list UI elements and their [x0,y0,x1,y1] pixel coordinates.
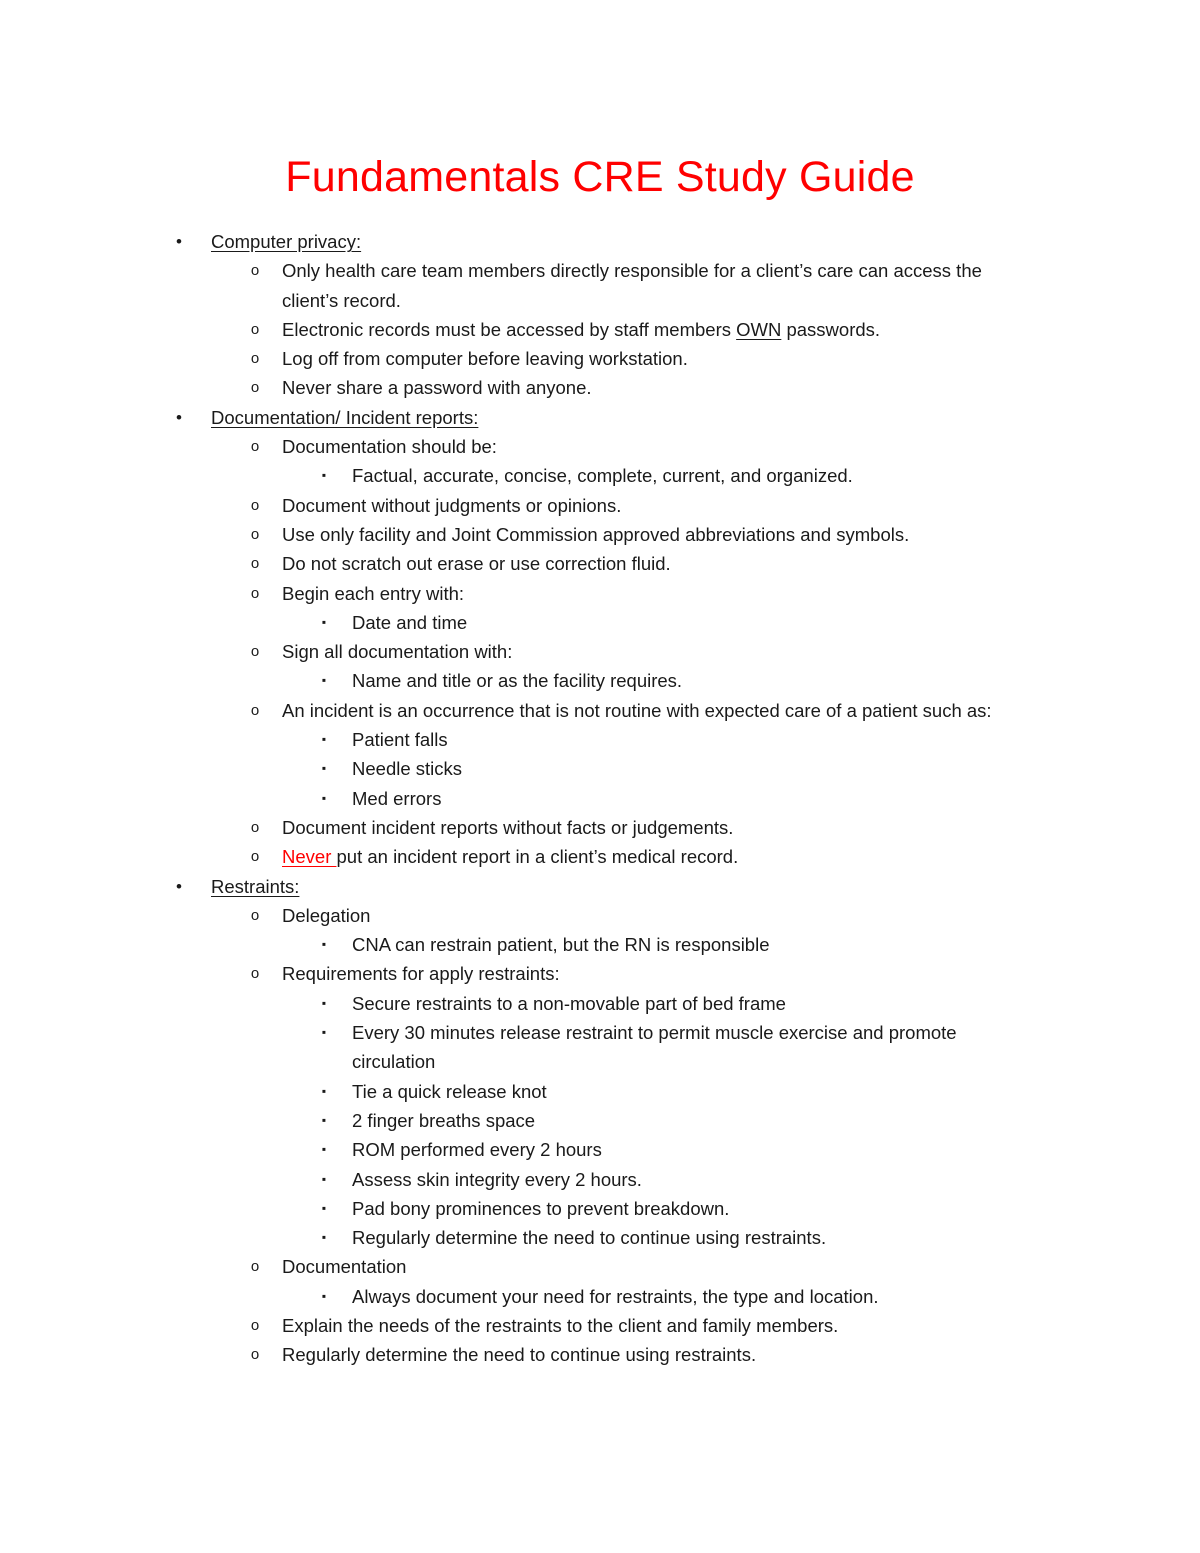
list-item-text: Only health care team members directly responsible for a client’s care can access the client’s record. [282,260,982,311]
circle-marker: o [250,643,260,661]
sub-list-item [0,725,1200,754]
sub-list-item-text: Assess skin integrity every 2 hours. [352,1168,642,1190]
square-marker: ▪ [321,1230,327,1245]
list-item [0,842,1200,871]
list-item-text: Explain the needs of the restraints to the client and family members. [282,1314,839,1336]
list-item [0,637,1200,666]
text-run: Electronic records must be accessed by staff members [282,318,737,340]
sub-list-item-text: Regularly determine the need to continue using restraints. [352,1227,827,1249]
sub-list-item [0,754,1200,783]
sub-list-item-text: Pad bony prominences to prevent breakdown. [352,1197,730,1219]
page-title: Fundamentals CRE Study Guide [285,153,915,201]
sub-list-item-text: Tie a quick release knot [352,1080,547,1102]
sub-list-item [0,1282,1200,1311]
square-marker: ▪ [321,732,327,747]
square-marker: ▪ [321,1171,327,1186]
own-emphasis: OWN [736,318,782,340]
sub-list-item-text: Always document your need for restraints, the type and location. [352,1285,879,1307]
sub-list-item [0,608,1200,637]
list-item-text: Document incident reports without facts or judgements. [282,816,734,838]
list-item-text: Use only facility and Joint Commission approved abbreviations and symbols. [282,523,910,545]
list-item [0,373,1200,402]
text-run: put an incident report in a client’s medical record. [336,846,739,868]
sub-list-item-text: Secure restraints to a non-movable part of bed frame [352,992,786,1014]
sub-list-item [0,989,1200,1018]
list-item [0,256,1200,315]
circle-marker: o [250,906,260,924]
list-item-text: Regularly determine the need to continue using restraints. [282,1344,757,1366]
sub-list-item [0,1018,1200,1077]
list-item [0,813,1200,842]
sub-list-item [0,461,1200,490]
list-item [0,579,1200,608]
circle-marker: o [250,320,260,338]
bullet-marker: • [176,232,182,251]
sub-list-item [0,1165,1200,1194]
list-item [0,1311,1200,1340]
never-emphasis: Never [282,846,337,868]
sub-list-item-text: Med errors [352,787,442,809]
square-marker: ▪ [321,1112,327,1127]
circle-marker: o [250,379,260,397]
list-item [0,549,1200,578]
square-marker: ▪ [321,790,327,805]
list-item-text [282,315,1042,344]
square-marker: ▪ [321,761,327,776]
square-marker: ▪ [321,673,327,688]
bullet-marker: • [176,407,182,427]
list-item [0,520,1200,549]
circle-marker: o [250,496,260,514]
list-item-text: Delegation [282,904,371,926]
list-item [0,432,1200,461]
sub-list-item-text: ROM performed every 2 hours [352,1139,602,1161]
sub-list-item [0,1077,1200,1106]
section-heading: Restraints: [211,875,300,897]
list-item [0,315,1200,344]
list-item-text: Begin each entry with: [282,582,465,604]
sub-list-item-text: Factual, accurate, concise, complete, current, and organized. [352,465,853,487]
square-marker: ▪ [321,937,327,952]
list-item-text: Sign all documentation with: [282,641,513,663]
square-marker: ▪ [321,614,327,629]
list-item-text: Requirements for apply restraints: [282,963,560,985]
list-item [0,1252,1200,1281]
list-item [0,901,1200,930]
circle-marker: o [250,1258,260,1276]
section-heading: Documentation/ Incident reports: [211,406,479,428]
circle-marker: o [250,525,260,543]
list-item-text: An incident is an occurrence that is not routine with expected care of a patient such as: [282,699,992,721]
circle-marker: o [250,584,260,602]
circle-marker: o [250,1316,260,1334]
square-marker: ▪ [321,468,327,483]
list-item-text: Do not scratch out erase or use correction fluid. [282,553,671,575]
sub-list-item [0,1106,1200,1135]
circle-marker: o [250,1346,260,1364]
sub-list-item-text: Name and title or as the facility requires. [352,670,683,692]
sub-list-item [0,930,1200,959]
sub-list-item-text: Patient falls [352,729,448,751]
list-item-text: Never share a password with anyone. [282,377,592,399]
sub-list-item-text: 2 finger breaths space [352,1109,536,1131]
circle-marker: o [250,555,260,573]
circle-marker: o [250,350,260,368]
sub-list-item [0,1135,1200,1164]
sub-list-item-text: CNA can restrain patient, but the RN is responsible [352,934,770,956]
circle-marker: o [250,262,260,280]
circle-marker: o [250,701,260,719]
sub-list-item [0,1223,1200,1252]
list-item-text [282,842,1042,871]
square-marker: ▪ [321,1025,327,1040]
list-item [0,491,1200,520]
circle-marker: o [250,818,260,836]
section-documentation [0,403,1200,432]
square-marker: ▪ [321,1288,327,1303]
circle-marker: o [250,438,260,456]
sub-list-item [0,1194,1200,1223]
sub-list-item-text: Every 30 minutes release restraint to permit muscle exercise and promote circulation [352,1022,957,1073]
section-heading: Computer privacy: [211,231,362,252]
list-item [0,344,1200,373]
document-body [0,227,1200,1370]
list-item-text: Document without judgments or opinions. [282,494,622,516]
square-marker: ▪ [321,1200,327,1215]
list-item-text: Documentation [282,1256,407,1278]
circle-marker: o [250,848,260,866]
sub-list-item [0,784,1200,813]
list-item-text: Log off from computer before leaving workstation. [282,348,688,370]
list-item-text: Documentation should be: [282,436,497,458]
square-marker: ▪ [321,995,327,1010]
square-marker: ▪ [321,1142,327,1157]
bullet-marker: • [176,876,182,896]
circle-marker: o [250,965,260,983]
text-run: passwords. [781,318,881,340]
list-item [0,696,1200,725]
section-restraints [0,872,1200,901]
square-marker: ▪ [321,1083,327,1098]
list-item [0,959,1200,988]
sub-list-item [0,666,1200,695]
sub-list-item-text: Needle sticks [352,758,463,780]
list-item [0,1340,1200,1369]
sub-list-item-text: Date and time [352,611,468,633]
section-computer-privacy [0,227,1200,256]
